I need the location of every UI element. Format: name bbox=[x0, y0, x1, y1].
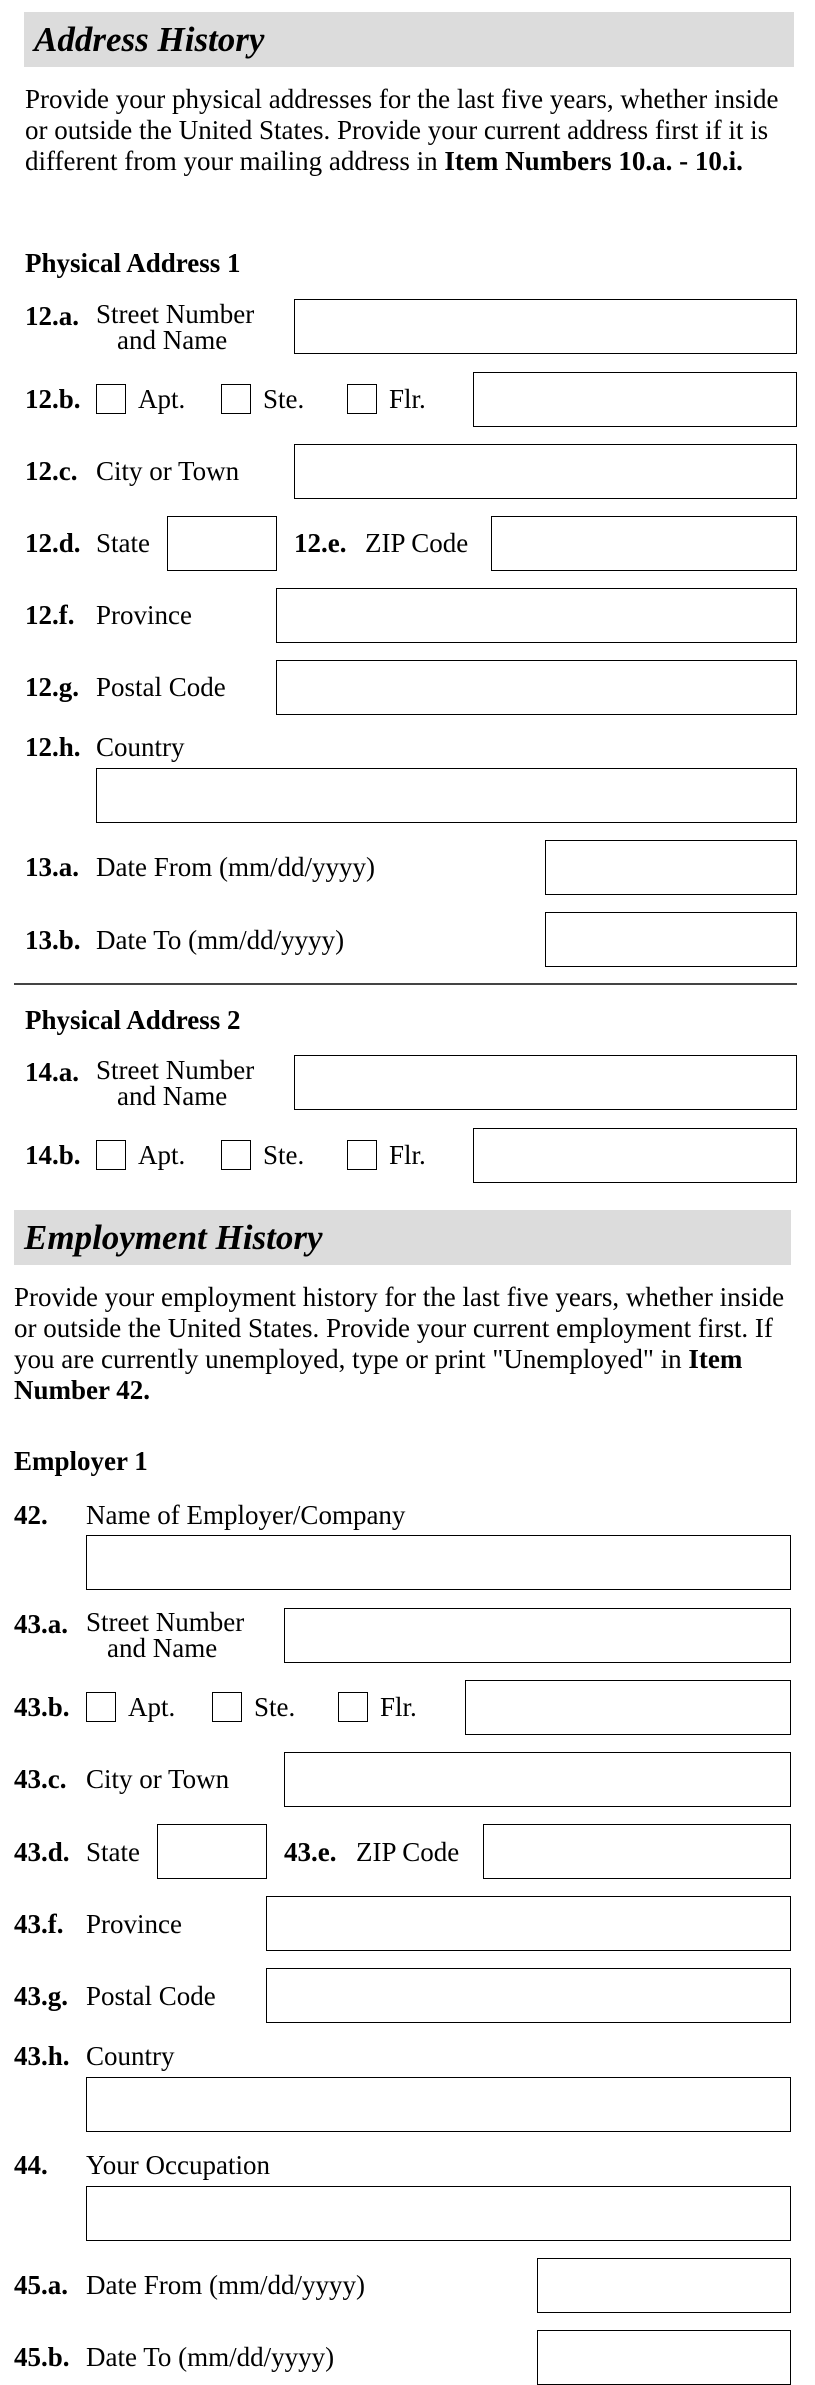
unit-number-field-43b[interactable] bbox=[465, 1680, 791, 1735]
date-to-field-45b[interactable] bbox=[537, 2330, 791, 2385]
item-number-44: 44. bbox=[14, 2150, 48, 2180]
city-field-43c[interactable] bbox=[284, 1752, 791, 1807]
clipped-row-14b bbox=[0, 1120, 815, 1170]
item-number-42: 42. bbox=[14, 1500, 48, 1530]
country-label-43h: Country bbox=[86, 2041, 175, 2071]
postal-label-12g: Postal Code bbox=[96, 672, 226, 702]
item-number-43a: 43.a. bbox=[14, 1609, 68, 1639]
postal-field-43g[interactable] bbox=[266, 1968, 791, 2023]
country-field-12h[interactable] bbox=[96, 768, 797, 823]
item-number-43d: 43.d. bbox=[14, 1837, 70, 1867]
employer-name-field-42[interactable] bbox=[86, 1535, 791, 1590]
item-number-12a: 12.a. bbox=[25, 301, 79, 331]
item-number-12d: 12.d. bbox=[25, 528, 81, 558]
apt-label-12b: Apt. bbox=[138, 384, 186, 414]
occupation-label-44: Your Occupation bbox=[86, 2150, 270, 2180]
item-number-45b: 45.b. bbox=[14, 2342, 70, 2372]
date-to-label-45b: Date To (mm/dd/yyyy) bbox=[86, 2342, 335, 2372]
employment-history-header bbox=[14, 1210, 791, 1265]
apt-checkbox-12b[interactable] bbox=[96, 384, 126, 414]
date-to-label-13b: Date To (mm/dd/yyyy) bbox=[96, 925, 345, 955]
date-from-label-45a: Date From (mm/dd/yyyy) bbox=[86, 2270, 365, 2300]
province-field-12f[interactable] bbox=[276, 588, 797, 643]
street-label-43a: Street Number and Name bbox=[86, 1607, 245, 1663]
item-number-43b: 43.b. bbox=[14, 1692, 70, 1722]
zip-label-43e: ZIP Code bbox=[356, 1837, 460, 1867]
item-number-12c: 12.c. bbox=[25, 456, 78, 486]
postal-field-12g[interactable] bbox=[276, 660, 797, 715]
ste-checkbox-12b[interactable] bbox=[221, 384, 251, 414]
country-field-43h[interactable] bbox=[86, 2077, 791, 2132]
flr-label-14b: Flr. bbox=[389, 1140, 426, 1170]
flr-label-43b: Flr. bbox=[380, 1692, 417, 1722]
date-from-field-45a[interactable] bbox=[537, 2258, 791, 2313]
clipped-row-45b bbox=[0, 2326, 815, 2372]
province-label-12f: Province bbox=[96, 600, 192, 630]
address-history-intro: Provide your physical addresses for the last five years, whether inside or outside the United States. Provide your current address first if it is different from your mailing address in Item Numbers 10.a. - 10.i. bbox=[25, 84, 779, 176]
zip-field-43e[interactable] bbox=[483, 1824, 791, 1879]
physical-address-2-heading: Physical Address 2 bbox=[25, 1005, 241, 1035]
apt-checkbox-43b[interactable] bbox=[86, 1692, 116, 1722]
employment-history-title: Employment History bbox=[24, 1218, 323, 1257]
ste-checkbox-14b[interactable] bbox=[221, 1140, 251, 1170]
city-label-43c: City or Town bbox=[86, 1764, 230, 1794]
state-label-43d: State bbox=[86, 1837, 140, 1867]
item-number-43f: 43.f. bbox=[14, 1909, 64, 1939]
street-field-14a[interactable] bbox=[294, 1055, 797, 1110]
item-number-13b: 13.b. bbox=[25, 925, 81, 955]
ste-checkbox-43b[interactable] bbox=[212, 1692, 242, 1722]
apt-label-14b: Apt. bbox=[138, 1140, 186, 1170]
item-number-12f: 12.f. bbox=[25, 600, 75, 630]
unit-number-field-12b[interactable] bbox=[473, 372, 797, 427]
item-number-43c: 43.c. bbox=[14, 1764, 67, 1794]
province-field-43f[interactable] bbox=[266, 1896, 791, 1951]
item-number-43h: 43.h. bbox=[14, 2041, 70, 2071]
address-history-header bbox=[24, 12, 794, 67]
city-field-12c[interactable] bbox=[294, 444, 797, 499]
date-from-field-13a[interactable] bbox=[545, 840, 797, 895]
apt-label-43b: Apt. bbox=[128, 1692, 176, 1722]
employer-name-label-42: Name of Employer/Company bbox=[86, 1500, 406, 1530]
item-number-43g: 43.g. bbox=[14, 1981, 68, 2011]
item-number-12b: 12.b. bbox=[25, 384, 81, 414]
employment-history-intro: Provide your employment history for the last five years, whether inside or outside the United States. Provide your current employment first. If you are currently unemployed, type or print "Unemployed" in Item Number 42. bbox=[14, 1282, 785, 1405]
item-number-12e: 12.e. bbox=[294, 528, 347, 558]
postal-label-43g: Postal Code bbox=[86, 1981, 216, 2011]
country-label-12h: Country bbox=[96, 732, 185, 762]
state-field-12d[interactable] bbox=[167, 516, 277, 571]
item-number-12g: 12.g. bbox=[25, 672, 79, 702]
street-field-12a[interactable] bbox=[294, 299, 797, 354]
state-field-43d[interactable] bbox=[157, 1824, 267, 1879]
item-number-14b: 14.b. bbox=[25, 1140, 81, 1170]
item-number-13a: 13.a. bbox=[25, 852, 79, 882]
zip-field-12e[interactable] bbox=[491, 516, 797, 571]
address-history-title: Address History bbox=[34, 20, 265, 59]
section-divider bbox=[14, 983, 797, 985]
date-to-field-13b[interactable] bbox=[545, 912, 797, 967]
ste-label-12b: Ste. bbox=[263, 384, 305, 414]
unit-number-field-14b[interactable] bbox=[473, 1128, 797, 1183]
item-number-14a: 14.a. bbox=[25, 1057, 79, 1087]
occupation-field-44[interactable] bbox=[86, 2186, 791, 2241]
item-number-45a: 45.a. bbox=[14, 2270, 68, 2300]
ste-label-43b: Ste. bbox=[254, 1692, 296, 1722]
flr-label-12b: Flr. bbox=[389, 384, 426, 414]
province-label-43f: Province bbox=[86, 1909, 182, 1939]
zip-label-12e: ZIP Code bbox=[365, 528, 469, 558]
flr-checkbox-43b[interactable] bbox=[338, 1692, 368, 1722]
ste-label-14b: Ste. bbox=[263, 1140, 305, 1170]
street-label-14a: Street Number and Name bbox=[96, 1055, 255, 1111]
flr-checkbox-14b[interactable] bbox=[347, 1140, 377, 1170]
flr-checkbox-12b[interactable] bbox=[347, 384, 377, 414]
employer-1-heading: Employer 1 bbox=[14, 1446, 148, 1476]
city-label-12c: City or Town bbox=[96, 456, 240, 486]
date-from-label-13a: Date From (mm/dd/yyyy) bbox=[96, 852, 375, 882]
item-number-12h: 12.h. bbox=[25, 732, 81, 762]
street-field-43a[interactable] bbox=[284, 1608, 791, 1663]
physical-address-1-heading: Physical Address 1 bbox=[25, 248, 241, 278]
state-label-12d: State bbox=[96, 528, 150, 558]
apt-checkbox-14b[interactable] bbox=[96, 1140, 126, 1170]
item-number-43e: 43.e. bbox=[284, 1837, 337, 1867]
street-label-12a: Street Number and Name bbox=[96, 299, 255, 355]
